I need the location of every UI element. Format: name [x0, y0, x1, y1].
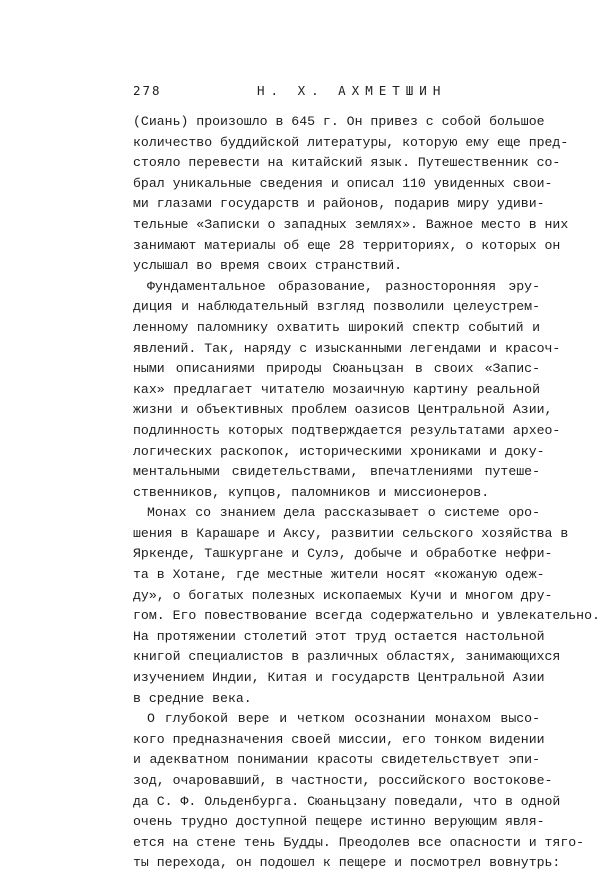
text-line: зод, очаровавший, в частности, российского востокове- — [133, 773, 553, 788]
text-line: и адекватном понимании красоты свидетельствует эпи- — [133, 752, 540, 768]
text-line: услышал во время своих странствий. — [133, 258, 403, 274]
page-header — [133, 83, 540, 103]
text-line: Яркенде, Ташкургане и Сулэ, добыче и обработке нефри- — [133, 546, 553, 562]
text-line: шения в Карашаре и Аксу, развитии сельского хозяйства в — [133, 525, 569, 541]
text-line: диция и наблюдательный взгляд позволили целеустрем- — [133, 299, 540, 315]
text-line: ментальными свидетельствами, впечатлениями путеше- — [133, 464, 540, 480]
text-line: очень трудно доступной пещере истинно верующим явля- — [133, 814, 545, 830]
text-line: гом. Его повествование всегда содержательно и увлекательно. — [133, 608, 600, 624]
text-line: ты перехода, он подошел к пещере и посмотрел вовнутрь: — [133, 855, 561, 871]
text-line: количество буддийской литературы, которую ему еще пред- — [133, 134, 569, 150]
text-line: ными описаниями природы Сюаньцзан в своих «Запис- — [133, 361, 540, 377]
text-line: ется на стене тень Будды. Преодолев все опасности и тяго- — [133, 834, 585, 850]
text-line: ках» предлагает читателю мозаичную картину реальной — [133, 381, 540, 397]
paragraph — [133, 503, 600, 709]
text-line: тельные «Записки о западных землях». Важное место в них — [133, 216, 569, 232]
text-line: Фундаментальное образование, разносторонняя эру- — [147, 278, 540, 294]
text-line: та в Хотане, где местные жители носят «кожаную одеж- — [133, 567, 545, 583]
text-line: О глубокой вере и четком осознании монахом высо- — [147, 711, 540, 727]
text-line: занимают материалы об еще 28 территориях, о которых он — [133, 237, 561, 253]
text-line: (Сиань) произошло в 645 г. Он привез с собой большое — [133, 114, 545, 129]
text-line: ду», о богатых полезных ископаемых Кучи и многом дру- — [133, 587, 553, 603]
paragraph — [133, 277, 561, 504]
text-line: брал уникальные сведения и описал 110 увиденных свои- — [133, 175, 553, 191]
text-line: в средние века. — [133, 690, 252, 706]
text-line: кого предназначения своей миссии, его тонком видении — [133, 731, 545, 747]
text-line: ственников, купцов, паломников и миссионеров. — [133, 484, 490, 500]
text-line: На протяжении столетий этот труд остается настольной — [133, 628, 545, 644]
body-text — [133, 112, 600, 874]
text-line: изучением Индии, Китая и государств Центральной Азии — [133, 670, 545, 686]
text-line: подлинность которых подтверждается результатами архео- — [133, 422, 561, 438]
text-line: Монах со знанием дела рассказывает о системе оро- — [147, 505, 540, 521]
text-line: ми глазами государств и районов, подарив миру удиви- — [133, 196, 545, 212]
text-line: явлений. Так, наряду с изысканными легендами и красоч- — [133, 340, 561, 356]
paragraph — [133, 709, 585, 874]
page-number: 278 — [133, 83, 162, 98]
text-line: книгой специалистов в различных областях, занимающихся — [133, 649, 561, 665]
text-line: логических раскопок, историческими хрониками и доку- — [133, 443, 545, 459]
paragraph — [133, 112, 569, 277]
text-line: жизни и объективных проблем оазисов Центральной Азии, — [133, 402, 553, 418]
text-line: стояло перевести на китайский язык. Путешественник со- — [133, 155, 561, 171]
running-head-author: Н. Х. АХМЕТШИН — [257, 83, 447, 98]
text-line: ленному паломнику охватить широкий спектр событий и — [133, 319, 540, 335]
text-line: да С. Ф. Ольденбурга. Сюаньцзану поведали, что в одной — [133, 793, 561, 809]
